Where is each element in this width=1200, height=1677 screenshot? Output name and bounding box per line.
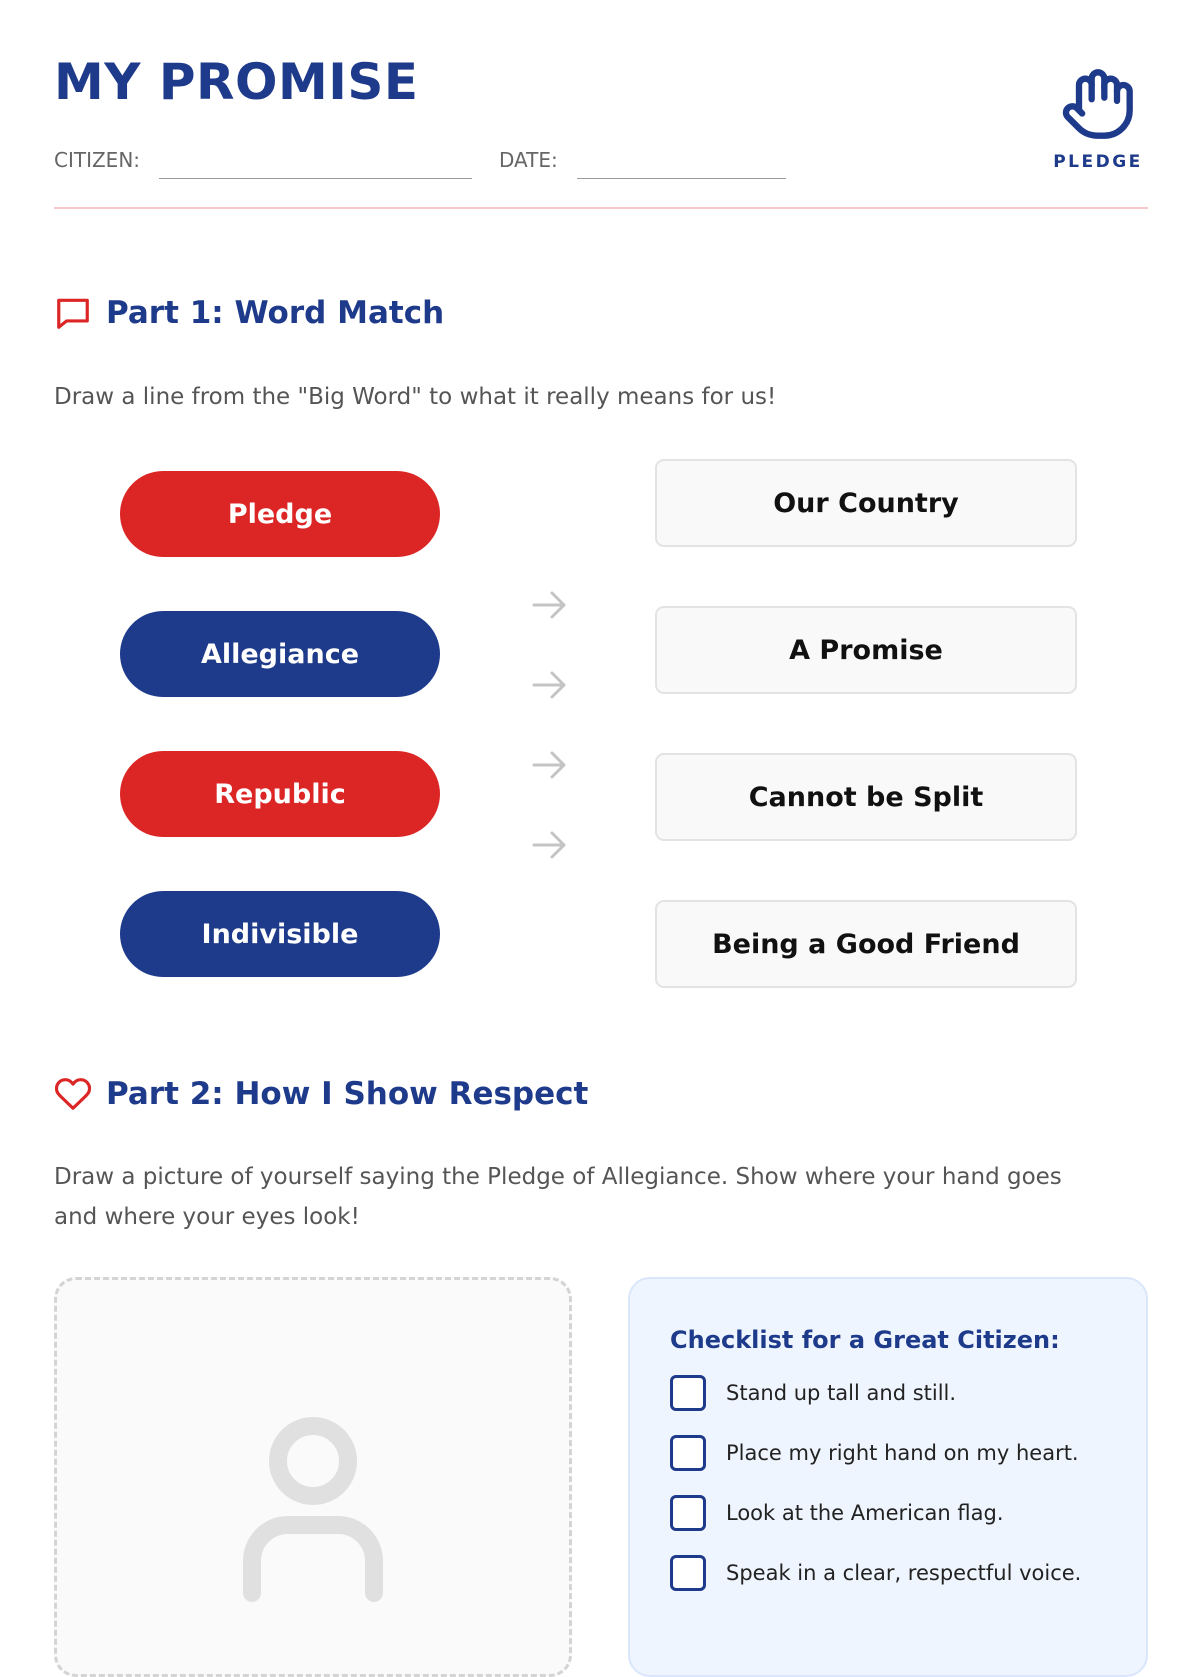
word-pill-allegiance[interactable]: Allegiance (120, 611, 440, 697)
person-placeholder-icon (242, 1415, 384, 1605)
page-title: MY PROMISE (54, 53, 419, 111)
part2-instructions-line2: and where your eyes look! (54, 1204, 360, 1230)
speech-bubble-icon (54, 294, 92, 332)
date-field-line[interactable] (577, 178, 786, 179)
part1-title: Part 1: Word Match (106, 295, 445, 331)
drawing-area[interactable] (54, 1277, 572, 1677)
checklist-item (670, 1375, 956, 1411)
arrow-right-icon (528, 825, 572, 865)
checklist-panel (628, 1277, 1148, 1677)
meaning-box-being-a-good-friend[interactable]: Being a Good Friend (655, 900, 1077, 988)
checklist-item (670, 1555, 1081, 1591)
checkbox[interactable] (670, 1495, 706, 1531)
part2-title: Part 2: How I Show Respect (106, 1076, 589, 1112)
word-pill-indivisible[interactable]: Indivisible (120, 891, 440, 977)
part2-heading (54, 1074, 588, 1114)
date-label: DATE: (499, 148, 558, 172)
arrow-right-icon (528, 585, 572, 625)
checklist-item-label: Look at the American flag. (726, 1501, 1004, 1525)
checklist-item-label: Place my right hand on my heart. (726, 1441, 1079, 1465)
raised-hand-icon (1060, 66, 1136, 142)
checkbox[interactable] (670, 1555, 706, 1591)
arrow-right-icon (528, 745, 572, 785)
checklist-item (670, 1435, 1079, 1471)
citizen-label: CITIZEN: (54, 148, 141, 172)
arrow-right-icon (528, 665, 572, 705)
part1-heading (54, 293, 444, 333)
pledge-badge-label: PLEDGE (1053, 152, 1143, 172)
checklist-item (670, 1495, 1004, 1531)
pledge-badge (1048, 66, 1148, 172)
checklist-item-label: Stand up tall and still. (726, 1381, 957, 1405)
worksheet-page (54, 0, 1148, 1600)
heart-icon (54, 1075, 92, 1113)
meaning-box-cannot-be-split[interactable]: Cannot be Split (655, 753, 1077, 841)
checklist-item-label: Speak in a clear, respectful voice. (726, 1561, 1082, 1585)
checklist-title: Checklist for a Great Citizen: (670, 1326, 1060, 1354)
meaning-box-our-country[interactable]: Our Country (655, 459, 1077, 547)
citizen-field-line[interactable] (159, 178, 472, 179)
word-pill-republic[interactable]: Republic (120, 751, 440, 837)
part2-instructions-line1: Draw a picture of yourself saying the Pledge of Allegiance. Show where your hand goes (54, 1164, 1062, 1190)
header-divider (54, 207, 1148, 209)
part1-instructions: Draw a line from the "Big Word" to what it really means for us! (54, 384, 777, 410)
checkbox[interactable] (670, 1435, 706, 1471)
meaning-box-a-promise[interactable]: A Promise (655, 606, 1077, 694)
word-pill-pledge[interactable]: Pledge (120, 471, 440, 557)
checkbox[interactable] (670, 1375, 706, 1411)
